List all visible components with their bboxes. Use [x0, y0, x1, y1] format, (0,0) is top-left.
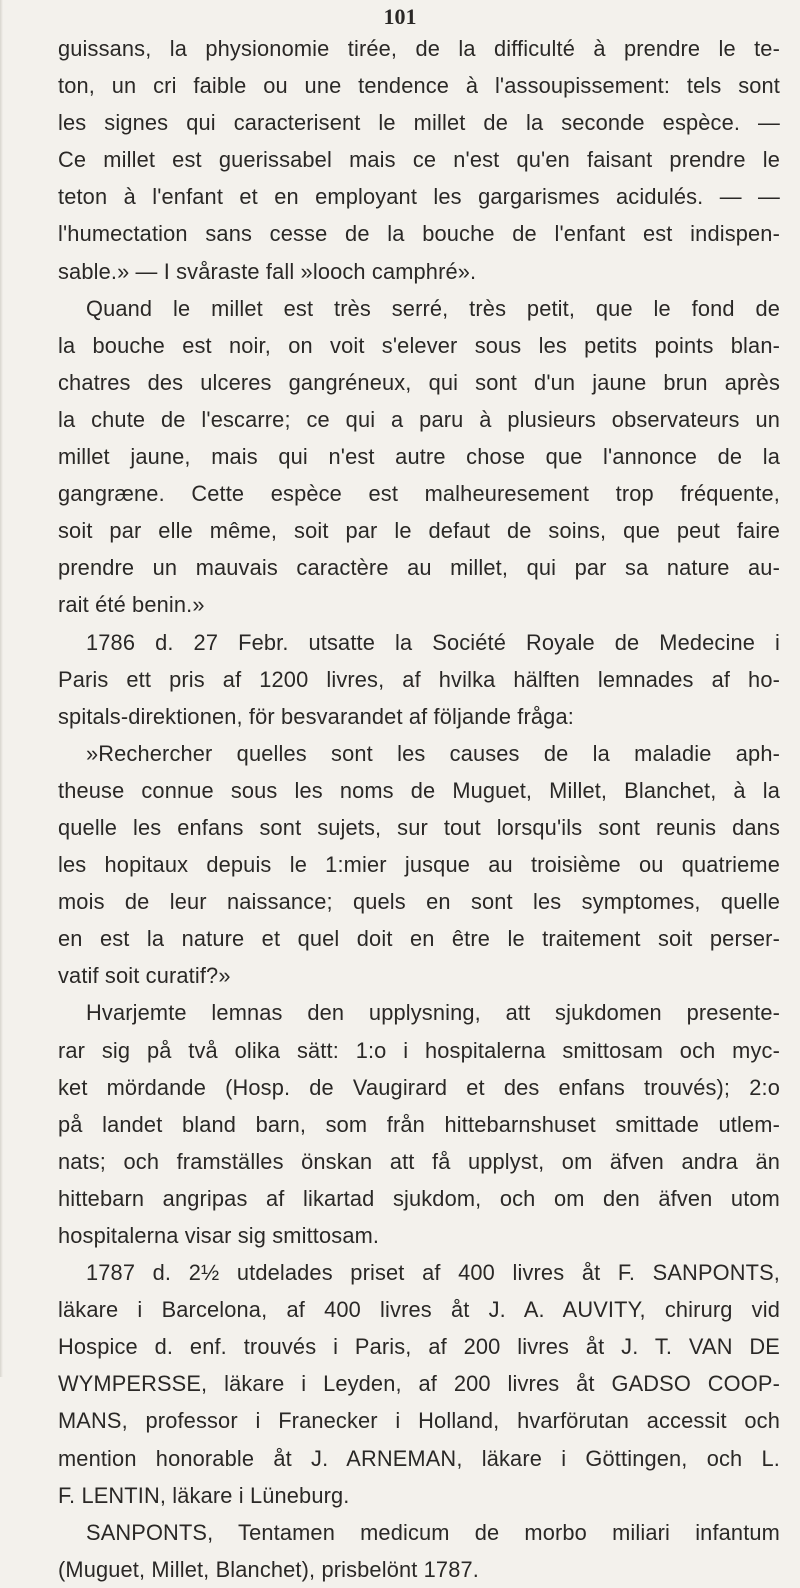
- text-line: Hospice d. enf. trouvés i Paris, af 200 livres åt J. T. VAN DE: [58, 1334, 780, 1360]
- text-line: millet jaune, mais qui n'est autre chose que l'annonce de la: [58, 444, 780, 470]
- text-line: l'humectation sans cesse de la bouche de l'enfant est indispen-: [58, 221, 780, 247]
- text-line: på landet bland barn, som från hittebarnshuset smittade utlem-: [58, 1111, 780, 1137]
- text-line: les signes qui caracterisent le millet de la seconde espèce. —: [58, 110, 780, 136]
- text-line: 1786 d. 27 Febr. utsatte la Société Royale de Medecine i: [86, 629, 780, 655]
- text-line: nats; och framställes önskan att få upplyst, om äfven andra än: [58, 1148, 780, 1174]
- body-text: [58, 30, 780, 1588]
- text-line: »Rechercher quelles sont les causes de la maladie aph-: [86, 740, 780, 766]
- text-line: theuse connue sous les noms de Muguet, Millet, Blanchet, à la: [58, 777, 780, 803]
- text-line: (Muguet, Millet, Blanchet), prisbelönt 1787.: [58, 1556, 479, 1582]
- text-line: mention honorable åt J. ARNEMAN, läkare i Göttingen, och L.: [58, 1445, 780, 1471]
- text-line: sable.» — I svåraste fall »looch camphré».: [58, 258, 477, 284]
- text-line: chatres des ulceres gangréneux, qui sont d'un jaune brun après: [58, 369, 780, 395]
- text-line: mois de leur naissance; quels en sont les symptomes, quelle: [58, 889, 780, 915]
- page-edge-shadow: [0, 0, 3, 1377]
- text-line: 1787 d. 2½ utdelades priset af 400 livres åt F. SANPONTS,: [86, 1260, 780, 1286]
- text-line: Hvarjemte lemnas den upplysning, att sjukdomen presente-: [86, 1000, 780, 1026]
- text-line: la bouche est noir, on voit s'elever sous les petits points blan-: [58, 332, 780, 358]
- text-line: ket mördande (Hosp. de Vaugirard et des enfans trouvés); 2:o: [58, 1074, 780, 1100]
- text-line: SANPONTS, Tentamen medicum de morbo miliari infantum: [86, 1519, 780, 1545]
- text-line: läkare i Barcelona, af 400 livres åt J. A. AUVITY, chirurg vid: [58, 1297, 780, 1323]
- text-line: soit par elle même, soit par le defaut de soins, que peut faire: [58, 518, 780, 544]
- text-line: hospitalerna visar sig smittosam.: [58, 1223, 380, 1248]
- text-line: en est la nature et quel doit en être le traitement soit perser-: [58, 926, 780, 952]
- text-line: gangræne. Cette espèce est malheuresement trop fréquente,: [58, 481, 780, 507]
- page-number: 101: [383, 4, 417, 29]
- text-line: teton à l'enfant et en employant les gargarismes acidulés. — —: [58, 184, 780, 210]
- text-line: rait été benin.»: [58, 592, 205, 618]
- text-line: F. LENTIN, läkare i Lüneburg.: [58, 1482, 350, 1508]
- text-line: prendre un mauvais caractère au millet, qui par sa nature au-: [58, 555, 780, 581]
- text-line: spitals-direktionen, för besvarandet af följande fråga:: [58, 703, 574, 729]
- text-line: les hopitaux depuis le 1:mier jusque au troisième ou quatrieme: [58, 852, 780, 878]
- text-line: Ce millet est guerissabel mais ce n'est qu'en faisant prendre le: [58, 147, 780, 173]
- text-line: rar sig på två olika sätt: 1:o i hospitalerna smittosam och myc-: [58, 1037, 780, 1063]
- text-line: la chute de l'escarre; ce qui a paru à plusieurs observateurs un: [58, 406, 780, 432]
- text-line: hittebarn angripas af likartad sjukdom, och om den äfven utom: [58, 1185, 780, 1211]
- text-line: vatif soit curatif?»: [58, 963, 231, 989]
- text-line: quelle les enfans sont sujets, sur tout lorsqu'ils sont reunis dans: [58, 814, 780, 840]
- text-line: Quand le millet est très serré, très petit, que le fond de: [86, 295, 780, 321]
- text-line: Paris ett pris af 1200 livres, af hvilka hälften lemnades af ho-: [58, 666, 780, 692]
- text-line: WYMPERSSE, läkare i Leyden, af 200 livres åt GADSO COOP-: [58, 1371, 780, 1397]
- text-line: MANS, professor i Franecker i Holland, hvarförutan accessit och: [58, 1408, 780, 1434]
- text-line: guissans, la physionomie tirée, de la difficulté à prendre le te-: [58, 36, 780, 61]
- text-line: ton, un cri faible ou une tendence à l'assoupissement: tels sont: [58, 73, 780, 99]
